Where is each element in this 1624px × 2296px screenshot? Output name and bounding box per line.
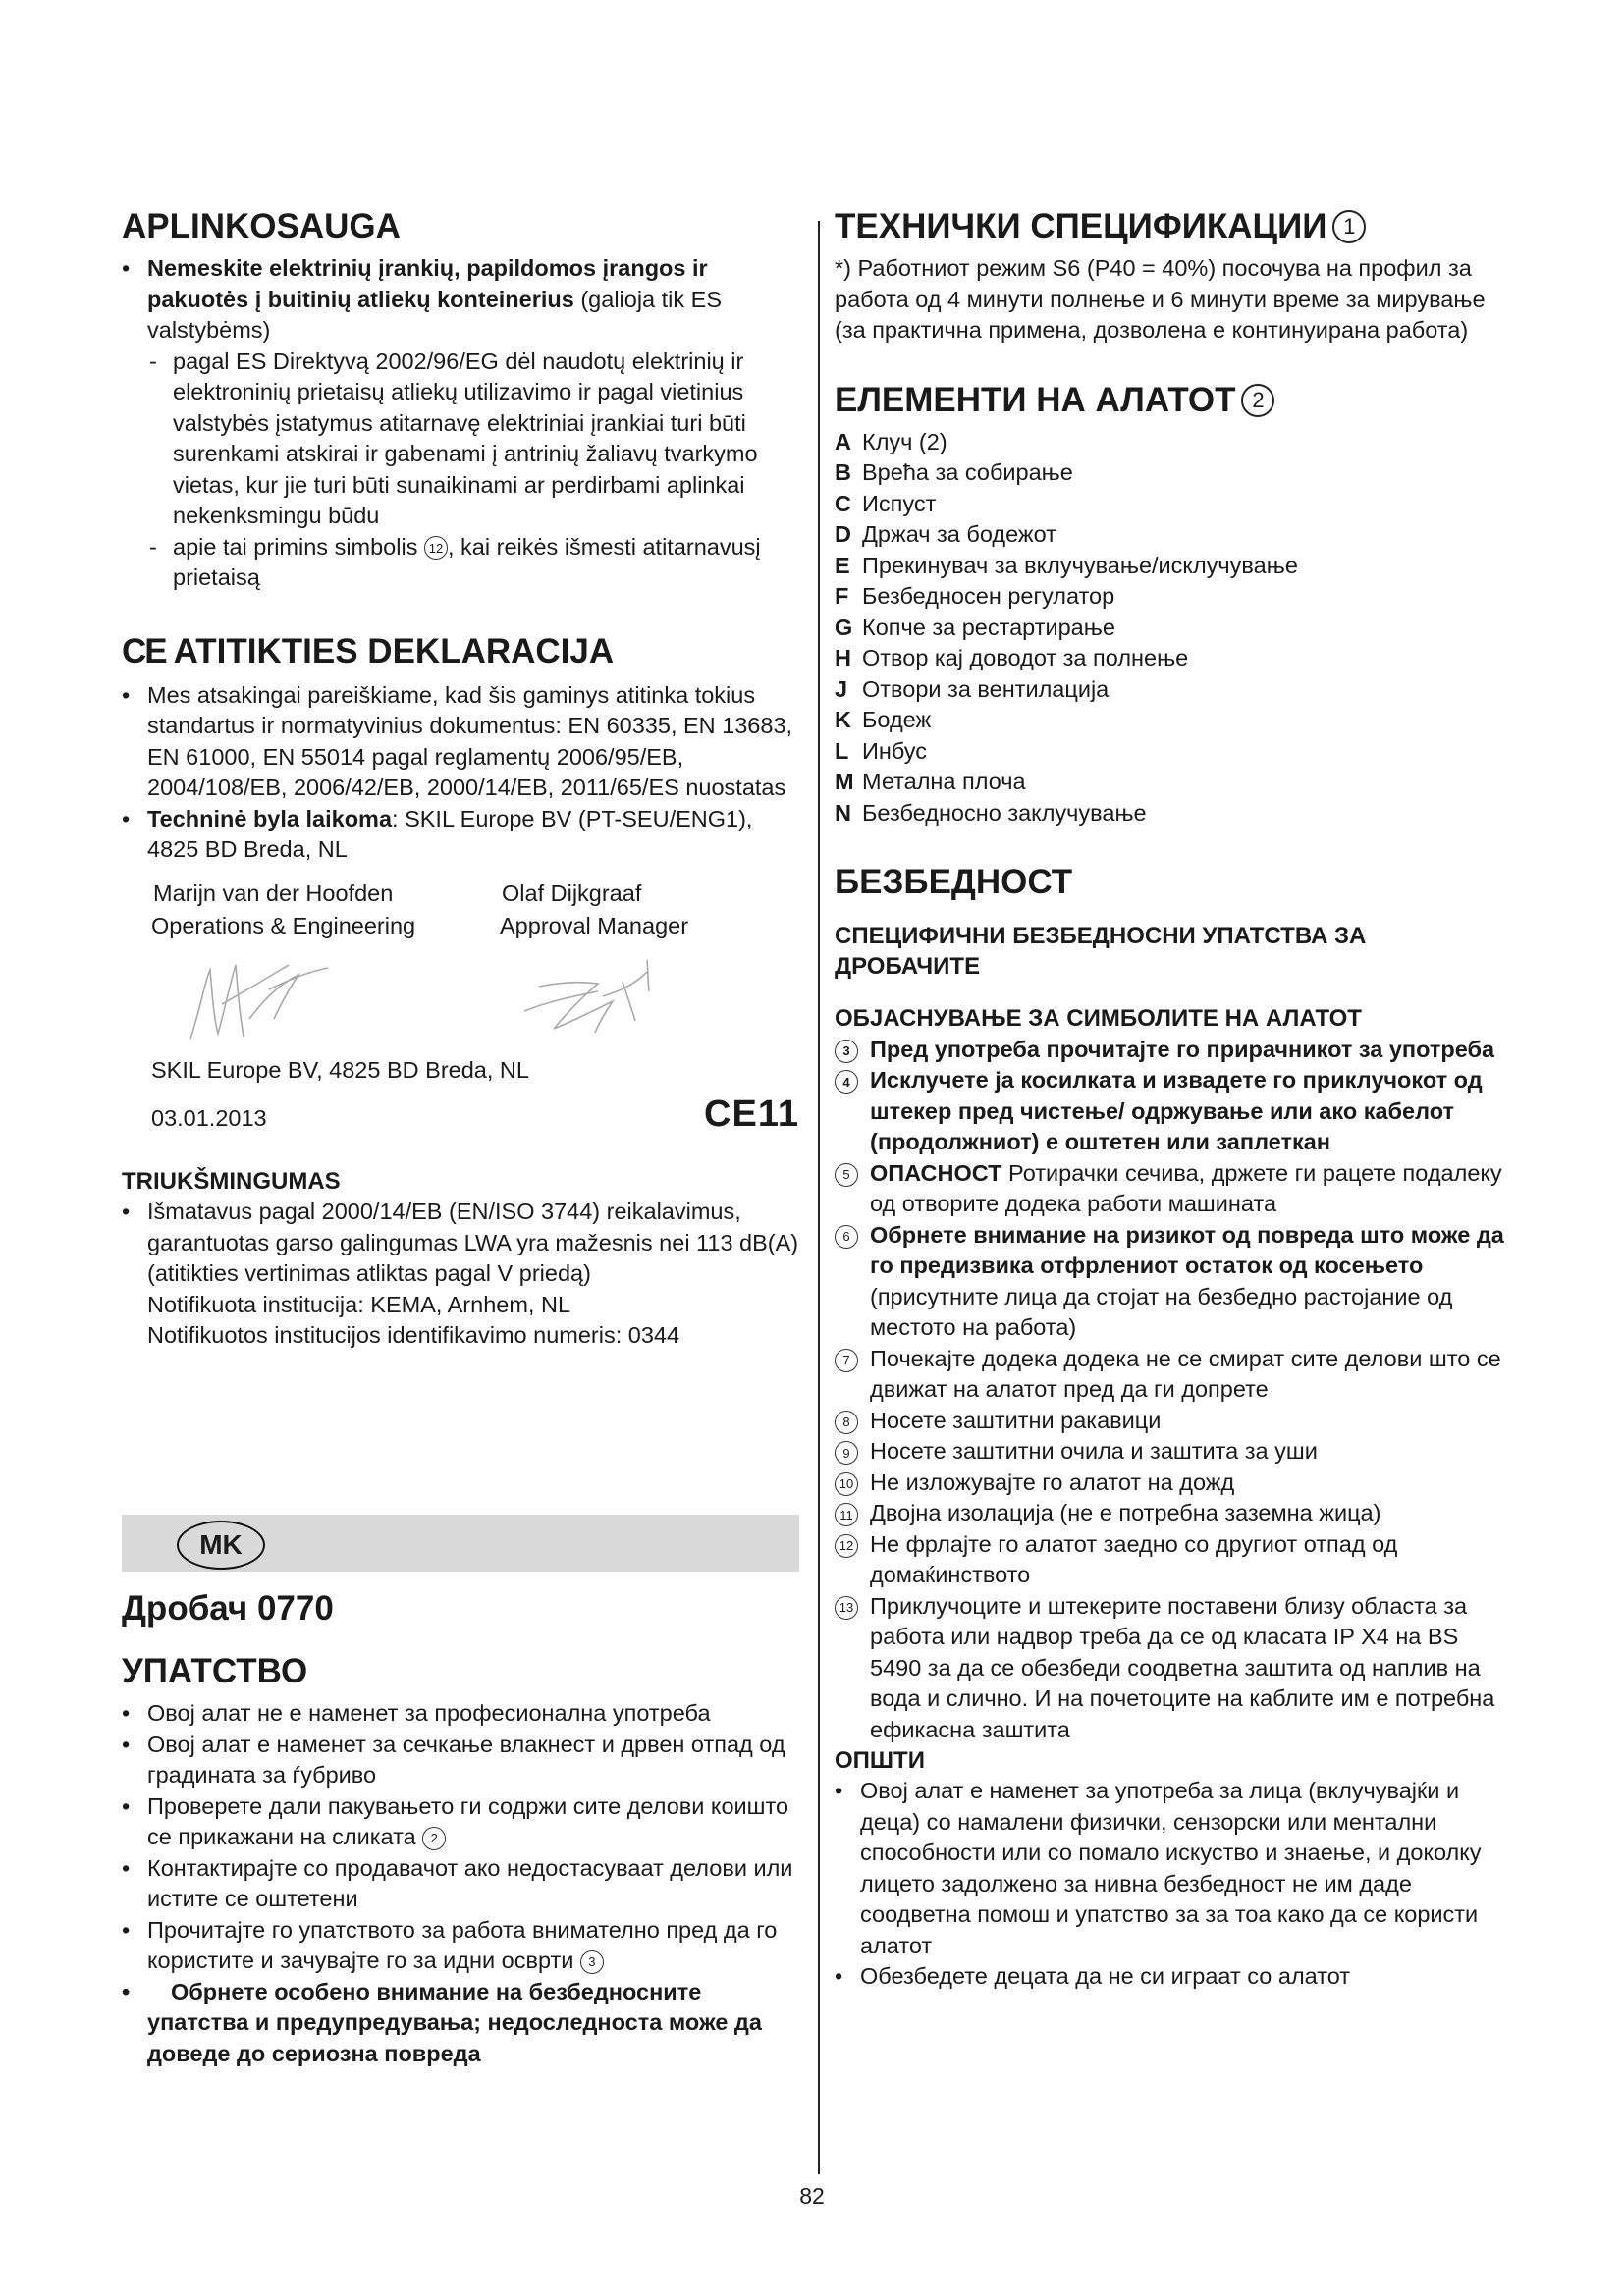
element-item xyxy=(835,427,1512,458)
signature-1-image xyxy=(171,950,338,1048)
symbol-8-icon: 8 xyxy=(835,1411,858,1434)
symbol-8: 8 Носете заштитни ракавици xyxy=(835,1406,1512,1437)
symbol-4: 4 Исклучете ја косилката и извадете го приклучокот од штекер пред чистење/ одржување или ако кабелот (продолжниот) е оштетен или заплеткан xyxy=(835,1065,1512,1158)
upatstvo-bullet-2: • Овој алат е наменет за сечкање влакнест и дрвен отпад од градината за ѓубриво xyxy=(122,1730,799,1791)
symbol-10: 10 Не изложувајте го алатот на дожд xyxy=(835,1468,1512,1499)
element-label: Клуч (2) xyxy=(862,428,947,454)
mk-left-column xyxy=(122,1588,799,2069)
triuksmingumas-line-3: Notifikuotos institucijos identifikavimo numeris: 0344 xyxy=(147,1322,680,1349)
element-label: Прекинувач за вклучување/исклучување xyxy=(862,552,1298,578)
element-label: Врећа за собирање xyxy=(862,459,1073,485)
upatstvo-bullet-3: • Проверете дали пакувањето ги содржи сите делови коишто се прикажани на сликата 2 xyxy=(122,1791,799,1853)
ce-icon: CE xyxy=(122,631,166,670)
aplinkosauga-bullet: • Nemeskite elektrinių įrankių, papildomos įrangos ir pakuotės į buitinių atliekų konteinerius (galioja tik ES valstybėms) xyxy=(122,253,799,347)
triuksmingumas-section xyxy=(122,1197,799,1352)
declaration-date: 03.01.2013 xyxy=(151,1105,267,1131)
element-label: Метална плоча xyxy=(862,769,1026,794)
atitikties-bullet-1: • Mes atsakingai pareiškiame, kad šis gaminys atitinka tokius standartus ir normatyvinius dokumentus: EN 60335, EN 13683, EN 61000, EN 55014 pagal reglamentų 2006/95/EB, 2004/108/EB, 2006/42/EB, 2000/14/EB, 2011/65/ES nuostatas xyxy=(122,680,799,804)
figure-1-icon: 1 xyxy=(1332,210,1366,243)
figure-2-icon: 2 xyxy=(422,1827,446,1850)
element-item xyxy=(835,551,1512,582)
element-key: C xyxy=(835,490,851,516)
element-label: Испуст xyxy=(862,490,937,516)
element-label: Копче за рестартирање xyxy=(862,614,1115,640)
element-key: K xyxy=(835,707,851,732)
symbol-9-icon: 9 xyxy=(835,1441,858,1465)
ce-mark-icon: CE11 xyxy=(704,1094,799,1135)
symbol-7-icon: 7 xyxy=(835,1349,858,1372)
page-number: 82 xyxy=(799,2183,825,2209)
tech-heading: ТЕХНИЧКИ СПЕЦИФИКАЦИИ 1 xyxy=(835,206,1512,247)
upatstvo-bullet-6: • Обрнете особено внимание на безбедносните упатства и предупредувања; недоследноста може да доведе до сериозна повреда xyxy=(122,1977,799,2070)
element-item xyxy=(835,767,1512,798)
element-key: N xyxy=(835,799,851,826)
symbol-12: 12 Не фрлајте го алатот заедно со другиот отпад од домаќинството xyxy=(835,1529,1512,1591)
triuksmingumas-heading: TRIUKŠMINGUMAS xyxy=(122,1168,341,1195)
upatstvo-bullet-5: • Прочитајте го упатството за работа внимателно пред да го користите и зачувајте го за идни осврти 3 xyxy=(122,1915,799,1977)
element-key: E xyxy=(835,552,850,578)
opsti-bullet-1: • Овој алат е наменет за употреба за лица (вклучувајќи и деца) со намалени физички, сензорски или ментални способности или со помало искуство и знаење, и доколку лицето задолжено за нивна безбедност не им даде соодветна помош и упатство за за тоа како да се користи алатот xyxy=(835,1776,1512,1961)
opsti-list xyxy=(835,1776,1512,1993)
symbol-13-icon: 13 xyxy=(835,1596,858,1620)
signatory-roles: Operations & Engineering Approval Manager xyxy=(151,912,689,938)
element-label: Инбус xyxy=(862,737,928,764)
element-key: A xyxy=(835,428,851,454)
elementi-list xyxy=(835,427,1512,829)
element-item xyxy=(835,457,1512,489)
symbol-13: 13 Приклучоците и штекерите поставени близу областа за работа или надвор треба да се од класата IP X4 на BS 5490 за да се обезбеди соодветна заштита од наплив на вода и слично. И на почетоците на каблите им е потребна ефикасна заштита xyxy=(835,1591,1512,1746)
signatory-names: Marijn van der Hoofden Olaf Dijkgraaf xyxy=(153,880,642,906)
symbol-5: 5 ОПАСНОСТ Ротирачки сечива, држете ги рацете подалеку од отворите додека работи машината xyxy=(835,1158,1512,1220)
symbol-12-icon: 12 xyxy=(424,536,448,560)
bezbednost-subheading-1: СПЕЦИФИЧНИ БЕЗБЕДНОСНИ УПАТСТВА ЗА ДРОБАЧИТЕ xyxy=(835,923,1367,981)
element-item xyxy=(835,643,1512,674)
element-key: L xyxy=(835,737,849,764)
company-address: SKIL Europe BV, 4825 BD Breda, NL xyxy=(151,1056,529,1083)
column-divider xyxy=(818,221,820,2174)
element-key: J xyxy=(835,675,848,702)
symbol-9: 9 Носете заштитни очила и заштита за уши xyxy=(835,1436,1512,1468)
atitikties-bullet-2: • Techninė byla laikoma: SKIL Europe BV (PT-SEU/ENG1), 4825 BD Breda, NL xyxy=(122,804,799,866)
signatories xyxy=(122,878,799,942)
element-key: G xyxy=(835,614,853,640)
symbol-12-icon: 12 xyxy=(835,1534,858,1558)
opsti-bullet-2: • Обезбедете децата да не си играат со алатот xyxy=(835,1961,1512,1993)
symbol-3: 3 Пред употреба прочитајте го прирачникот за употреба xyxy=(835,1035,1512,1066)
element-label: Држач за бодежот xyxy=(862,521,1056,547)
upatstvo-bullet-4: • Контактирајте со продавачот ако недостасуваат делови или истите се оштетени xyxy=(122,1853,799,1915)
right-column xyxy=(835,206,1512,1993)
symbol-6: 6 Обрнете внимание на ризикот од повреда што може да го предизвика отфрлениот остаток од косењето (присутните лица да стојат на безбедно растојание од местото на работа) xyxy=(835,1220,1512,1344)
element-key: M xyxy=(835,769,854,794)
element-item xyxy=(835,613,1512,644)
element-label: Отвори за вентилација xyxy=(862,675,1110,702)
symbol-10-icon: 10 xyxy=(835,1472,858,1496)
opsti-heading: ОПШТИ xyxy=(835,1747,925,1775)
signatures-area xyxy=(122,942,799,1055)
symbols-list xyxy=(835,1035,1512,1746)
symbol-6-icon: 6 xyxy=(835,1225,858,1249)
aplinkosauga-dash-1: - pagal ES Direktyvą 2002/96/EG dėl naudotų elektrinių ir elektroninių prietaisų atliekų utilizavimo ir pagal vietinius valstybės įstatymus atitarnavę elektriniai įrankiai turi būti surenkami atskirai ir gabenami į antrinių žaliavų tvarkymo vietas, kur jie turi būti sunaikinami ar perdirbami aplinkai nekenksmingu būdu xyxy=(122,347,799,532)
element-label: Безбедносен регулатор xyxy=(862,583,1115,609)
element-item xyxy=(835,674,1512,706)
upatstvo-heading: УПАТСТВО xyxy=(122,1652,308,1690)
element-item xyxy=(835,581,1512,613)
triuksmingumas-bullet: • Išmatavus pagal 2000/14/EB (EN/ISO 3744) reikalavimus, garantuotas garso galingumas LWA yra mažesnis nei 113 dB(A) (atitikties vertinimas atliktas pagal V priedą) xyxy=(122,1197,799,1290)
figure-2-large-icon: 2 xyxy=(1241,384,1274,417)
aplinkosauga-heading: APLINKOSAUGA xyxy=(122,207,401,245)
element-item xyxy=(835,705,1512,736)
element-key: H xyxy=(835,645,851,670)
element-label: Безбедносно заклучување xyxy=(862,799,1147,826)
upatstvo-section xyxy=(122,1698,799,2069)
date-row xyxy=(122,1094,799,1139)
figure-3-icon: 3 xyxy=(580,1950,604,1974)
bezbednost-subheading-2: ОБЈАСНУВАЊЕ ЗА СИМБОЛИТЕ НА АЛАТОТ xyxy=(835,1005,1362,1033)
symbol-11: 11 Двојна изолација (не е потребна заземна жица) xyxy=(835,1498,1512,1529)
signature-2-image xyxy=(505,952,672,1045)
language-badge: MK xyxy=(177,1521,265,1570)
elementi-heading: ЕЛЕМЕНТИ НА АЛАТОТ 2 xyxy=(835,380,1512,421)
element-item xyxy=(835,798,1512,829)
aplinkosauga-dash-2: - apie tai primins simbolis 12 , kai reikės išmesti atitarnavusį prietaisą xyxy=(122,532,799,594)
symbol-3-icon: 3 xyxy=(835,1040,858,1063)
triuksmingumas-line-2: Notifikuota institucija: KEMA, Arnhem, NL xyxy=(147,1291,571,1317)
element-item xyxy=(835,736,1512,768)
product-title: Дробач 0770 xyxy=(122,1589,334,1628)
symbol-5-icon: 5 xyxy=(835,1163,858,1187)
atitikties-section xyxy=(122,680,799,1140)
element-key: D xyxy=(835,521,851,547)
bezbednost-heading: БЕЗБЕДНОСТ xyxy=(835,863,1073,901)
symbol-4-icon: 4 xyxy=(835,1070,858,1094)
element-key: F xyxy=(835,583,849,609)
element-item xyxy=(835,489,1512,520)
element-label: Отвор кај доводот за полнење xyxy=(862,645,1189,670)
element-label: Бодеж xyxy=(862,707,932,732)
left-column xyxy=(122,206,799,1352)
symbol-7: 7 Почекајте додека додека не се смират сите делови што се движат на алатот пред да ги допрете xyxy=(835,1344,1512,1406)
atitikties-heading: CE ATITIKTIES DEKLARACIJA xyxy=(122,631,615,670)
element-key: B xyxy=(835,459,851,485)
tech-text: *) Работниот режим S6 (P40 = 40%) посочува на профил за работа од 4 минути полнење и 6 минути време за мирување (за практична примена, дозволена е континуирана работа) xyxy=(835,255,1486,343)
aplinkosauga-section xyxy=(122,253,799,594)
language-band xyxy=(122,1515,799,1572)
element-item xyxy=(835,519,1512,551)
upatstvo-bullet-1: • Овој алат не е наменет за професионална употреба xyxy=(122,1698,799,1730)
symbol-11-icon: 11 xyxy=(835,1503,858,1526)
